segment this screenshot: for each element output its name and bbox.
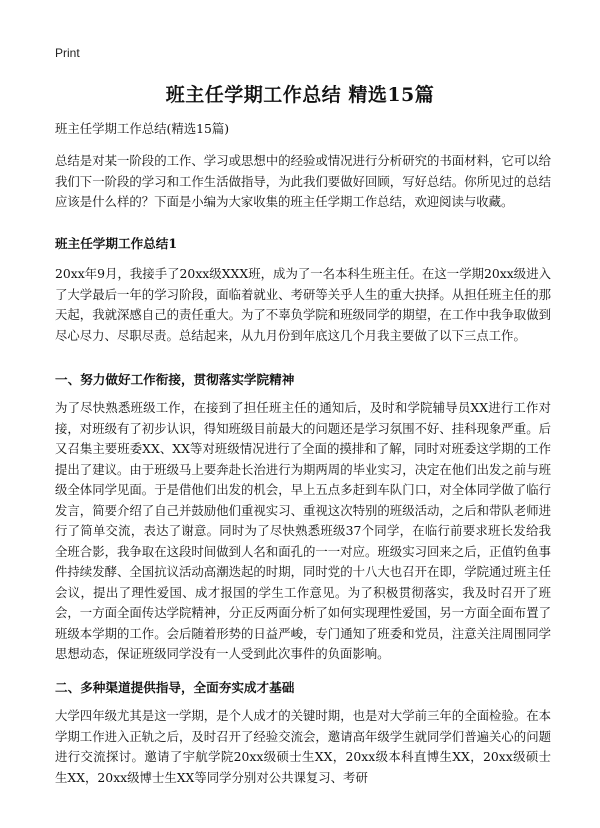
print-label: Print <box>55 46 80 60</box>
section2-paragraph: 大学四年级尤其是这一学期，是个人成才的关键时期，也是对大学前三年的全面检验。在本学期工作进入正轨之后，及时召开了经验交流会，邀请高年级学生就同学们普遍关心的问题进行交流探讨。邀请了宇航学院20xx级硕士生XX，20xx级本科直博生XX，20xx级硕士生XX，20xx级博士生XX等同学分别对公共课复习、考研 <box>55 708 551 785</box>
document-subtitle: 班主任学期工作总结(精选15篇) <box>55 121 230 136</box>
section1-heading: 一、努力做好工作衔接，贯彻落实学院精神 <box>55 372 295 387</box>
section2-heading: 二、多种渠道提供指导，全面夯实成才基础 <box>55 680 295 695</box>
summary1-heading: 班主任学期工作总结1 <box>55 236 178 251</box>
intro-paragraph: 总结是对某一阶段的工作、学习或思想中的经验或情况进行分析研究的书面材料，它可以给我们下一阶段的学习和工作生活做指导，为此我们要做好回顾，写好总结。你所见过的总结应该是什么样的？下面是小编为大家收集的班主任学期工作总结，欢迎阅读与收藏。 <box>55 153 551 209</box>
document-title: 班主任学期工作总结 精选15篇 <box>165 84 435 106</box>
summary1-paragraph: 20xx年9月，我接手了20xx级XXX班，成为了一名本科生班主任。在这一学期20xx级进入了大学最后一年的学习阶段，面临着就业、考研等关乎人生的重大抉择。从担任班主任的那天起，我就深感自己的责任重大。为了不辜负学院和班级同学的期望，在工作中我争取做到尽心尽力、尽职尽责。总结起来，从九月份到年底这几个月我主要做了以下三点工作。 <box>55 266 551 343</box>
section1-paragraph: 为了尽快熟悉班级工作，在接到了担任班主任的通知后，及时和学院辅导员XX进行工作对接，对班级有了初步认识，得知班级目前最大的问题还是学习氛围不好、挂科现象严重。后又召集主要班委XX、XX等对班级情况进行了全面的摸排和了解，同时对班委这学期的工作提出了建议。由于班级马上要奔赴长治进行为期两周的毕业实习，决定在他们出发之前与班级全体同学见面。于是借他们出发的机会，早上五点多赶到车队门口，对全体同学做了临行发言，简要介绍了自己并鼓励他们重视实习、重视这次特别的班级活动，之后和带队老师进行了简单交流，表达了谢意。同时为了尽快熟悉班级37个同学，在临行前要求班长发给我全班合影，我争取在这段时间做到人名和面孔的一一对应。班级实习回来之后，正值钓鱼事件持续发酵、全国抗议活动高潮迭起的时期，同时党的十八大也召开在即，学院通过班主任会议，提出了理性爱国、成才报国的学生工作意见。为了积极贯彻落实，我及时召开了班会，一方面全面传达学院精神，分正反两面分析了如何实现理性爱国，另一方面全面布置了班级本学期的工作。会后随着形势的日益严峻，专门通知了班委和党员，注意关注周围同学思想动态，保证班级同学没有一人受到此次事件的负面影响。 <box>55 400 551 661</box>
